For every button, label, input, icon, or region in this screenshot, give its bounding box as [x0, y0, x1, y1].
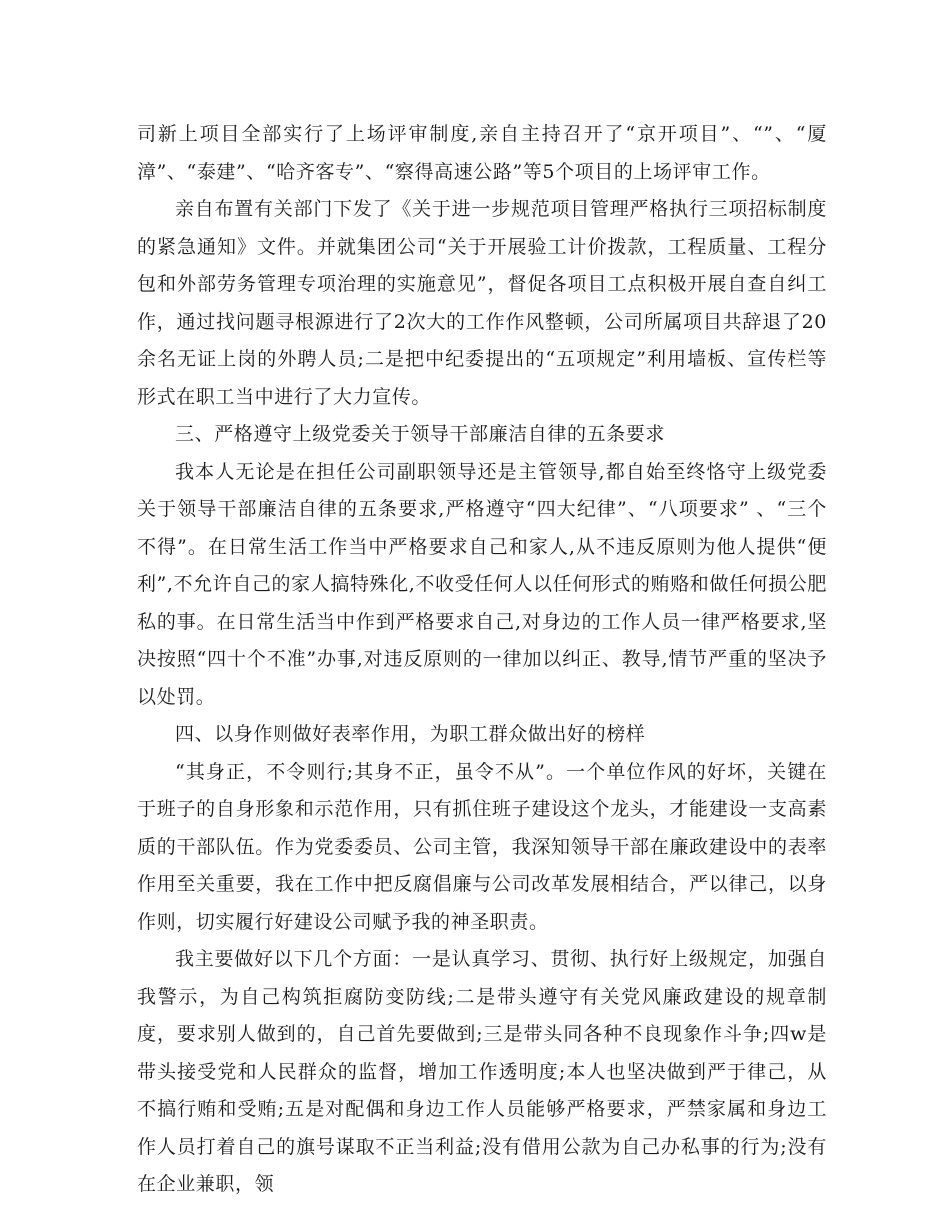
- paragraph-2: 亲自布置有关部门下发了《关于进一步规范项目管理严格执行三项招标制度的紧急通知》文件。并就集团公司“关于开展验工计价拨款，工程质量、工程分包和外部劳务管理专项治理的实施意见”，督促各项目工点积极开展自查自纠工作，通过找问题寻根源进行了2次大的工作作风整顿，公司所属项目共辞退了20余名无证上岗的外聘人员;二是把中纪委提出的“五项规定”利用墙板、宣传栏等形式在职工当中进行了大力宣传。: [137, 198, 827, 408]
- document-body: [137, 116, 827, 1204]
- paragraph-6: “其身正，不令则行;其身不正，虽令不从”。一个单位作风的好坏，关键在于班子的自身形象和示范作用，只有抓住班子建设这个龙头，才能建设一支高素质的干部队伍。作为党委委员、公司主管，我深知领导干部在廉政建设中的表率作用至关重要，我在工作中把反腐倡廉与公司改革发展相结合，严以律己，以身作则，切实履行好建设公司赋予我的神圣职责。: [137, 760, 827, 933]
- paragraph-1: 司新上项目全部实行了上场评审制度,亲自主持召开了“京开项目”、“”、“厦漳”、“泰建”、“哈齐客专”、“察得高速公路”等5个项目的上场评审工作。: [137, 123, 827, 183]
- section-heading-3: 三、严格遵守上级党委关于领导干部廉洁自律的五条要求: [175, 423, 666, 445]
- paragraph-7: 我主要做好以下几个方面：一是认真学习、贯彻、执行好上级规定，加强自我警示，为自己构筑拒腐防变防线;二是带头遵守有关党风廉政建设的规章制度，要求别人做到的，自己首先要做到;三是带头同各种不良现象作斗争;四w是带头接受党和人民群众的监督，增加工作透明度;本人也坚决做到严于律己，从不搞行贿和受贿;五是对配偶和身边工作人员能够严格要求，严禁家属和身边工作人员打着自己的旗号谋取不正当利益;没有借用公款为自己办私事的行为;没有在企业兼职，领: [137, 948, 827, 1195]
- paragraph-4: 我本人无论是在担任公司副职领导还是主管领导,都自始至终恪守上级党委关于领导干部廉洁自律的五条要求,严格遵守“四大纪律”、“八项要求” 、“三个不得”。在日常生活工作当中严格要求自己和家人,从不违反原则为他人提供“便利”,不允许自己的家人搞特殊化,不收受任何人以任何形式的贿赂和做任何损公肥私的事。在日常生活当中作到严格要求自己,对身边的工作人员一律严格要求,坚决按照“四十个不准”办事,对违反原则的一律加以纠正、教导,情节严重的坚决予以处罚。: [137, 460, 827, 708]
- section-heading-4: 四、以身作则做好表率作用，为职工群众做出好的榜样: [175, 723, 646, 745]
